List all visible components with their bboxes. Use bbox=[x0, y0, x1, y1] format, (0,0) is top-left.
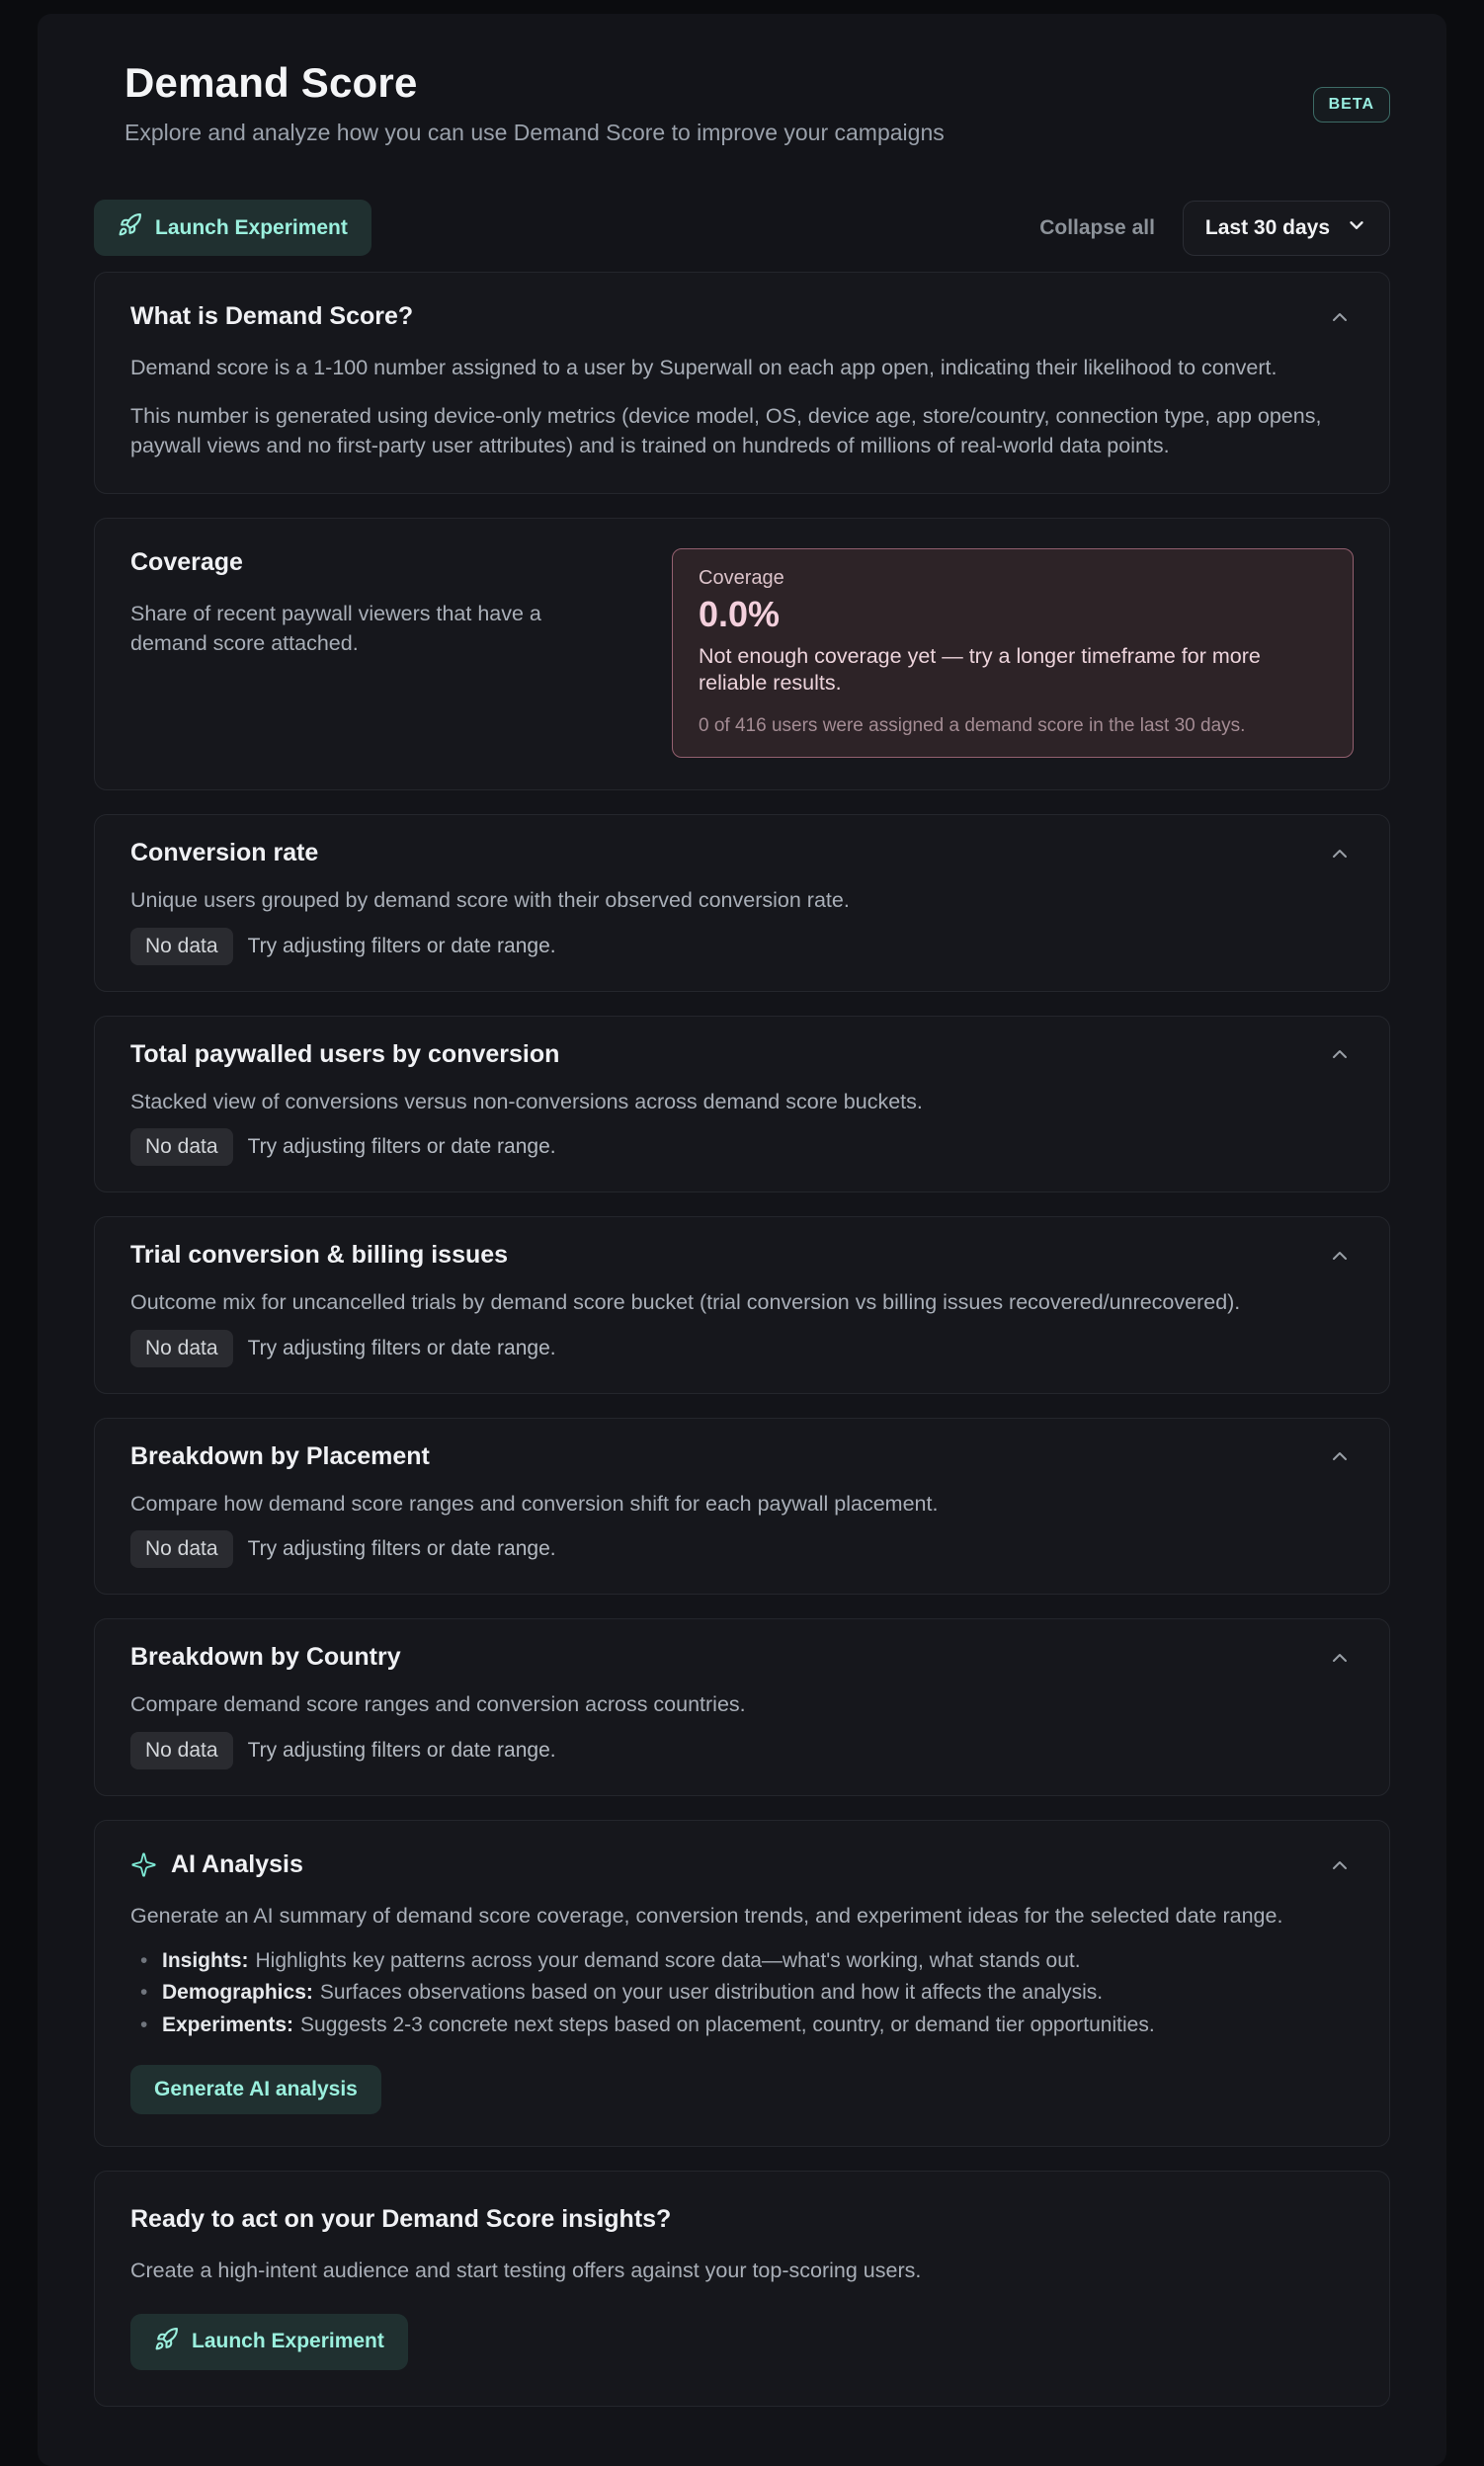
coverage-stat-message: Not enough coverage yet — try a longer timeframe for more reliable results. bbox=[699, 643, 1261, 696]
ai-description: Generate an AI summary of demand score coverage, conversion trends, and experiment ideas for the selected date range. bbox=[130, 1904, 1283, 1928]
beta-badge: BETA bbox=[1313, 87, 1390, 123]
collapse-card-button[interactable] bbox=[1326, 840, 1354, 867]
card-trial-conversion bbox=[94, 1216, 1390, 1394]
coverage-stat-value: 0.0% bbox=[699, 593, 781, 634]
chevron-up-icon bbox=[1328, 1865, 1352, 1880]
page-header bbox=[94, 59, 1390, 146]
card-title: Breakdown by Country bbox=[130, 1643, 401, 1672]
card-title: Coverage bbox=[130, 547, 243, 576]
card-what-is-demand-score bbox=[94, 272, 1390, 494]
bullet-text: Highlights key patterns across your demand score data—what's working, what stands out. bbox=[255, 1948, 1081, 1972]
no-data-badge: No data bbox=[130, 1128, 233, 1166]
toolbar-right bbox=[1039, 201, 1390, 256]
no-data-hint: Try adjusting filters or date range. bbox=[247, 1739, 556, 1762]
cta-title: Ready to act on your Demand Score insights? bbox=[130, 2205, 672, 2234]
card-total-paywalled-users bbox=[94, 1016, 1390, 1193]
sparkle-icon bbox=[130, 1851, 157, 1878]
chevron-up-icon bbox=[1328, 1456, 1352, 1471]
rocket-icon bbox=[118, 212, 142, 243]
page-subtitle: Explore and analyze how you can use Demand Score to improve your campaigns bbox=[124, 120, 945, 145]
card-description: Stacked view of conversions versus non-conversions across demand score buckets. bbox=[130, 1089, 923, 1113]
coverage-text bbox=[130, 548, 632, 659]
coverage-stat-label: Coverage bbox=[699, 566, 784, 589]
coverage-stat-box bbox=[672, 548, 1354, 759]
chevron-up-icon bbox=[1328, 1256, 1352, 1271]
launch-experiment-label: Launch Experiment bbox=[155, 215, 348, 239]
card-title: Trial conversion & billing issues bbox=[130, 1241, 509, 1270]
launch-experiment-label: Launch Experiment bbox=[192, 2330, 384, 2353]
bullet-text: Suggests 2-3 concrete next steps based on placement, country, or demand tier opportunities. bbox=[300, 2013, 1155, 2036]
no-data-hint: Try adjusting filters or date range. bbox=[247, 1336, 556, 1359]
collapse-card-button[interactable] bbox=[1326, 1040, 1354, 1068]
card-title: Conversion rate bbox=[130, 839, 319, 867]
chevron-up-icon bbox=[1328, 317, 1352, 332]
collapse-all-button[interactable]: Collapse all bbox=[1039, 215, 1155, 239]
card-description: Compare how demand score ranges and conversion shift for each paywall placement. bbox=[130, 1491, 939, 1516]
card-cta bbox=[94, 2171, 1390, 2407]
ai-bullet-insights bbox=[130, 1945, 1354, 1978]
date-range-value: Last 30 days bbox=[1204, 215, 1330, 239]
chevron-down-icon bbox=[1346, 214, 1367, 242]
toolbar bbox=[94, 200, 1390, 256]
cta-description: Create a high-intent audience and start testing offers against your top-scoring users. bbox=[130, 2259, 922, 2283]
coverage-description: Share of recent paywall viewers that have a demand score attached. bbox=[130, 601, 541, 656]
no-data-badge: No data bbox=[130, 1732, 233, 1769]
card-description: Compare demand score ranges and conversion across countries. bbox=[130, 1692, 746, 1717]
no-data-badge: No data bbox=[130, 1530, 233, 1568]
chevron-up-icon bbox=[1328, 854, 1352, 868]
ai-bullet-experiments bbox=[130, 2010, 1354, 2042]
card-description: Unique users grouped by demand score with their observed conversion rate. bbox=[130, 888, 850, 913]
card-breakdown-placement bbox=[94, 1418, 1390, 1596]
card-title-text: AI Analysis bbox=[171, 1850, 303, 1878]
card-title: Breakdown by Placement bbox=[130, 1441, 430, 1470]
card-conversion-rate bbox=[94, 814, 1390, 992]
what-is-paragraph-1: Demand score is a 1-100 number assigned to a user by Superwall on each app open, indicating their likelihood to convert. bbox=[130, 356, 1278, 379]
bullet-label: Experiments: bbox=[162, 2013, 294, 2036]
chevron-up-icon bbox=[1328, 1658, 1352, 1673]
card-breakdown-country bbox=[94, 1618, 1390, 1796]
bullet-label: Demographics: bbox=[162, 1981, 313, 2005]
collapse-card-button[interactable] bbox=[1326, 1242, 1354, 1270]
no-data-badge: No data bbox=[130, 1330, 233, 1367]
launch-experiment-button[interactable] bbox=[94, 200, 371, 256]
no-data-hint: Try adjusting filters or date range. bbox=[247, 1135, 556, 1159]
collapse-card-button[interactable] bbox=[1326, 1442, 1354, 1470]
rocket-icon bbox=[154, 2327, 179, 2357]
card-title: What is Demand Score? bbox=[130, 302, 414, 330]
generate-ai-analysis-button[interactable]: Generate AI analysis bbox=[130, 2065, 381, 2114]
no-data-badge: No data bbox=[130, 928, 233, 965]
card-coverage bbox=[94, 518, 1390, 791]
demand-score-page bbox=[38, 14, 1446, 2466]
collapse-card-button[interactable] bbox=[1326, 1851, 1354, 1879]
bullet-label: Insights: bbox=[162, 1948, 249, 1972]
coverage-stat-detail: 0 of 416 users were assigned a demand score in the last 30 days. bbox=[699, 715, 1246, 737]
bullet-text: Surfaces observations based on your user distribution and how it affects the analysis. bbox=[319, 1981, 1104, 2005]
launch-experiment-button[interactable] bbox=[130, 2314, 408, 2370]
no-data-hint: Try adjusting filters or date range. bbox=[247, 934, 556, 957]
what-is-paragraph-2: This number is generated using device-only metrics (device model, OS, device age, store/country, connection type, app opens, paywall views and no first-party user attributes) and is trained on hundreds of millions of real-world data points. bbox=[130, 403, 1322, 458]
collapse-card-button[interactable] bbox=[1326, 1644, 1354, 1672]
card-ai-analysis bbox=[94, 1820, 1390, 2147]
page-header-text bbox=[124, 59, 945, 146]
date-range-dropdown[interactable] bbox=[1183, 201, 1390, 256]
no-data-hint: Try adjusting filters or date range. bbox=[247, 1537, 556, 1561]
collapse-card-button[interactable] bbox=[1326, 303, 1354, 331]
card-description: Outcome mix for uncancelled trials by demand score bucket (trial conversion vs billing issues recovered/unrecovered). bbox=[130, 1290, 1241, 1315]
ai-bullet-list bbox=[130, 1945, 1354, 2042]
ai-bullet-demographics bbox=[130, 1977, 1354, 2010]
chevron-up-icon bbox=[1328, 1054, 1352, 1069]
page-title: Demand Score bbox=[124, 59, 418, 106]
card-title: Total paywalled users by conversion bbox=[130, 1039, 560, 1068]
